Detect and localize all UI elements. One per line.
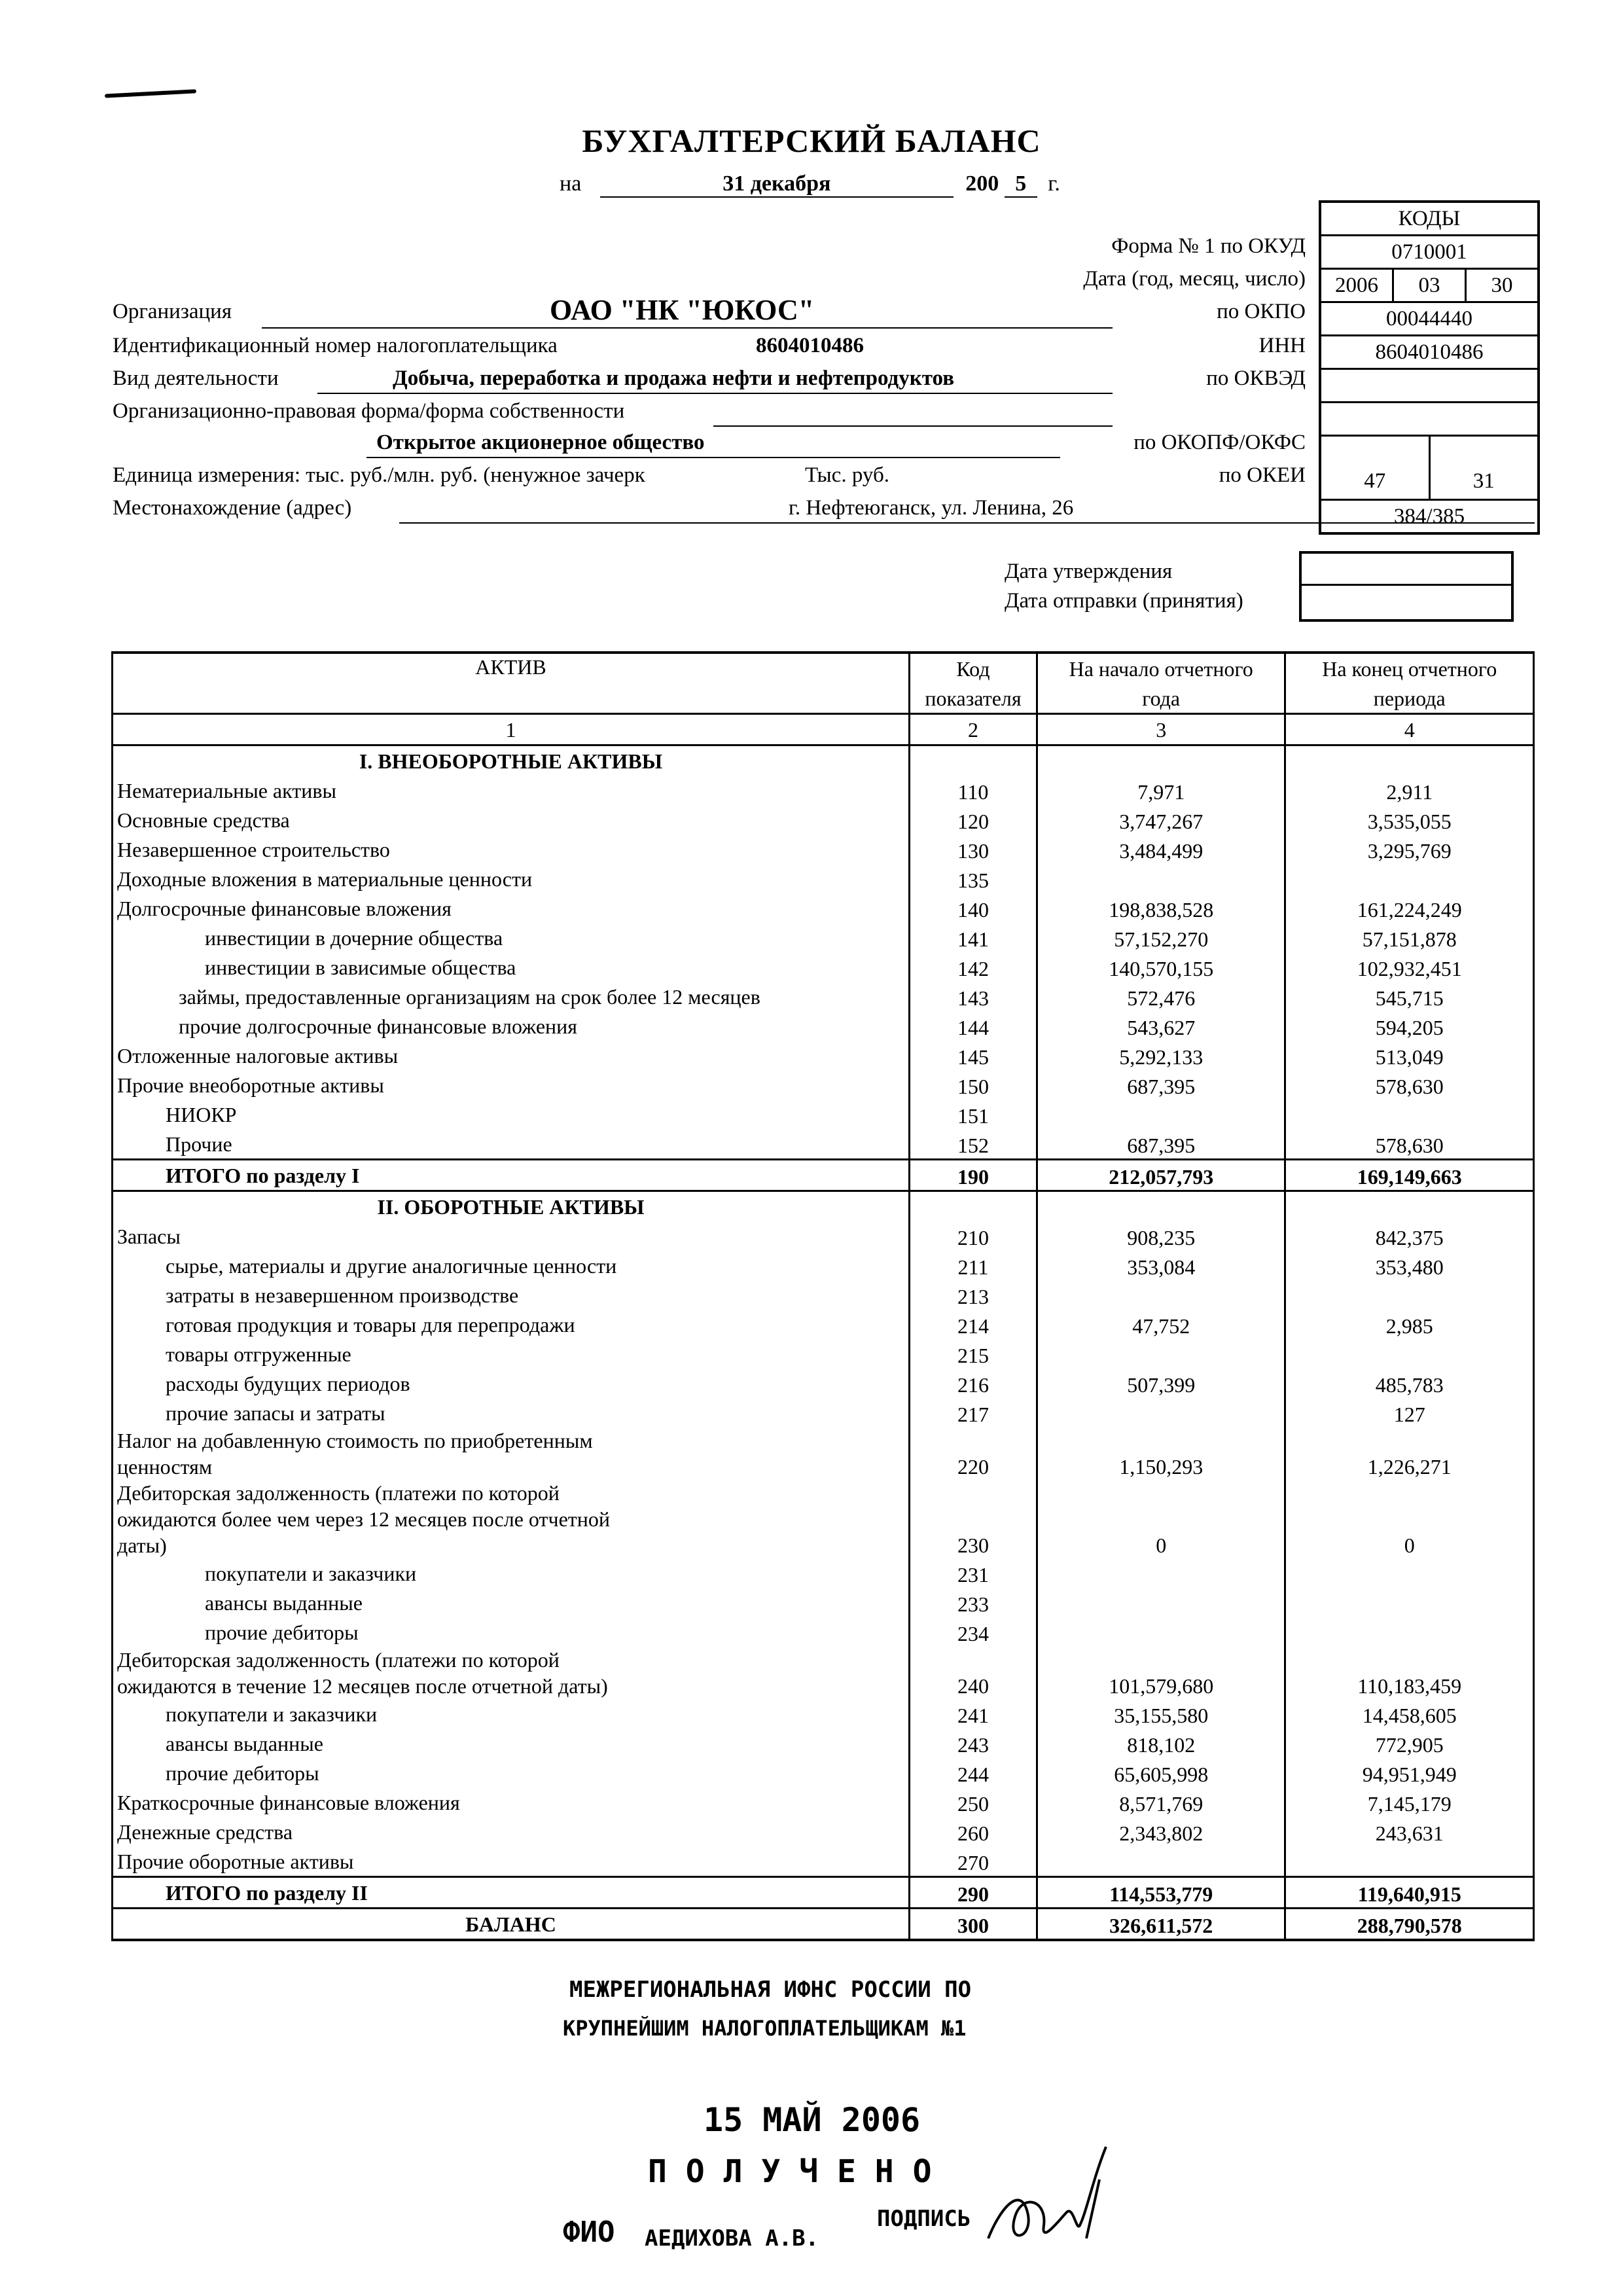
row-name: Доходные вложения в материальные ценности <box>113 864 910 893</box>
empty-cell <box>910 745 1037 776</box>
row-name: займы, предоставленные организациям на срок более 12 месяцев <box>113 982 910 1011</box>
table-row <box>113 1558 1534 1588</box>
value-begin <box>1037 1280 1285 1310</box>
col-num-1: 1 <box>113 714 910 745</box>
value-begin: 0 <box>1037 1480 1285 1558</box>
value-end: 2,911 <box>1285 776 1534 805</box>
date-year: 2006 <box>1321 270 1394 301</box>
inn-label: ИНН <box>1258 334 1306 357</box>
row-name: Прочие внеоборотные активы <box>113 1070 910 1100</box>
header-begin-2: года <box>1037 683 1285 714</box>
value-begin: 3,484,499 <box>1037 834 1285 864</box>
row-code: 144 <box>910 1011 1037 1041</box>
year-digit: 5 <box>1005 171 1037 198</box>
activity-label: Вид деятельности <box>113 367 279 390</box>
date-prefix: на <box>560 171 582 196</box>
value-begin: 114,553,779 <box>1037 1877 1285 1909</box>
value-end: 161,224,249 <box>1285 893 1534 923</box>
value-begin <box>1037 1398 1285 1427</box>
row-code: 230 <box>910 1480 1037 1558</box>
value-end: 102,932,451 <box>1285 952 1534 982</box>
value-begin: 572,476 <box>1037 982 1285 1011</box>
row-name: прочие запасы и затраты <box>113 1398 910 1427</box>
value-end: 0 <box>1285 1480 1534 1558</box>
value-end: 578,630 <box>1285 1129 1534 1160</box>
report-date-line <box>560 171 1060 198</box>
row-name: авансы выданные <box>113 1588 910 1617</box>
row-code: 211 <box>910 1251 1037 1280</box>
okved-code <box>1321 370 1537 403</box>
value-begin <box>1037 1588 1285 1617</box>
value-end: 2,985 <box>1285 1310 1534 1339</box>
value-end: 14,458,605 <box>1285 1699 1534 1729</box>
row-name: Незавершенное строительство <box>113 834 910 864</box>
value-begin: 818,102 <box>1037 1729 1285 1758</box>
value-begin: 908,235 <box>1037 1221 1285 1251</box>
col-num-4: 4 <box>1285 714 1534 745</box>
value-begin: 7,971 <box>1037 776 1285 805</box>
row-name: Запасы <box>113 1221 910 1251</box>
value-end: 1,226,271 <box>1285 1427 1534 1480</box>
value-end: 772,905 <box>1285 1729 1534 1758</box>
value-begin <box>1037 864 1285 893</box>
table-row <box>113 834 1534 864</box>
value-end: 57,151,878 <box>1285 923 1534 952</box>
row-code: 135 <box>910 864 1037 893</box>
codes-title: КОДЫ <box>1321 203 1537 236</box>
inn-code: 8604010486 <box>1321 336 1537 370</box>
activity-value: Добыча, переработка и продажа нефти и нефтепродуктов <box>393 367 955 390</box>
row-code: 241 <box>910 1699 1037 1729</box>
table-row <box>113 1617 1534 1647</box>
header-end-2: периода <box>1285 683 1534 714</box>
row-code: 210 <box>910 1221 1037 1251</box>
row-name: товары отгруженные <box>113 1339 910 1369</box>
address-value: г. Нефтеюганск, ул. Ленина, 26 <box>789 496 1074 520</box>
table-row <box>113 1398 1534 1427</box>
document-title: БУХГАЛТЕРСКИЙ БАЛАНС <box>582 122 1041 159</box>
row-name <box>113 1647 910 1699</box>
value-begin <box>1037 1558 1285 1588</box>
value-end: 110,183,459 <box>1285 1647 1534 1699</box>
balance-table <box>111 651 1535 1941</box>
table-row <box>113 952 1534 982</box>
table-row <box>113 1647 1534 1699</box>
row-name: готовая продукция и товары для перепродажи <box>113 1310 910 1339</box>
row-name-line: Налог на добавленную стоимость по приобретенным <box>117 1429 593 1452</box>
okved-code-extra <box>1321 403 1537 437</box>
tax-stamp-line-1: МЕЖРЕГИОНАЛЬНАЯ ИФНС РОССИИ ПО <box>569 1977 972 2003</box>
row-name: покупатели и заказчики <box>113 1558 910 1588</box>
value-end: 3,535,055 <box>1285 805 1534 834</box>
value-end: 243,631 <box>1285 1817 1534 1846</box>
row-code: 243 <box>910 1729 1037 1758</box>
stamp-date: 15 МАЙ 2006 <box>704 2101 921 2139</box>
row-name: ИТОГО по разделу I <box>113 1160 910 1191</box>
row-code: 240 <box>910 1647 1037 1699</box>
send-date-label: Дата отправки (принятия) <box>1005 589 1243 613</box>
value-end <box>1285 1100 1534 1129</box>
table-row <box>113 893 1534 923</box>
signature <box>982 2140 1113 2258</box>
row-name: затраты в незавершенном производстве <box>113 1280 910 1310</box>
approve-date-label: Дата утверждения <box>1005 560 1173 583</box>
value-end <box>1285 1339 1534 1369</box>
value-end: 94,951,949 <box>1285 1758 1534 1787</box>
approve-send-box <box>1299 551 1514 622</box>
okei-code: 384/385 <box>1321 501 1537 535</box>
row-name: расходы будущих периодов <box>113 1369 910 1398</box>
row-code: 214 <box>910 1310 1037 1339</box>
row-name: Денежные средства <box>113 1817 910 1846</box>
form-date-label: Дата (год, месяц, число) <box>1083 267 1306 291</box>
section-1-row <box>113 745 1534 776</box>
table-row <box>113 1846 1534 1877</box>
row-code: 152 <box>910 1129 1037 1160</box>
row-code: 143 <box>910 982 1037 1011</box>
tax-stamp-line-2: КРУПНЕЙШИМ НАЛОГОПЛАТЕЛЬЩИКАМ №1 <box>563 2016 967 2041</box>
table-header-row <box>113 653 1534 683</box>
okud-label: Форма № 1 по ОКУД <box>1111 234 1306 258</box>
row-name: Прочие оборотные активы <box>113 1846 910 1877</box>
table-row <box>113 1011 1534 1041</box>
row-code: 231 <box>910 1558 1037 1588</box>
value-begin: 101,579,680 <box>1037 1647 1285 1699</box>
row-code: 290 <box>910 1877 1037 1909</box>
value-end: 578,630 <box>1285 1070 1534 1100</box>
row-code: 110 <box>910 776 1037 805</box>
activity-underline <box>317 393 1113 394</box>
row-code: 150 <box>910 1070 1037 1100</box>
row-name: инвестиции в дочерние общества <box>113 923 910 952</box>
legal-form-underline-2 <box>366 457 1060 458</box>
row-code: 250 <box>910 1787 1037 1817</box>
value-begin: 140,570,155 <box>1037 952 1285 982</box>
value-end <box>1285 1846 1534 1877</box>
value-begin: 543,627 <box>1037 1011 1285 1041</box>
value-begin: 198,838,528 <box>1037 893 1285 923</box>
row-name-line: ожидаются более чем через 12 месяцев после отчетной <box>117 1507 611 1531</box>
okei-label: по ОКЕИ <box>1219 463 1306 487</box>
row-name: прочие дебиторы <box>113 1758 910 1787</box>
value-end: 513,049 <box>1285 1041 1534 1070</box>
empty-cell <box>1037 1191 1285 1222</box>
empty-cell <box>1037 745 1285 776</box>
inn-field-label: Идентификационный номер налогоплательщика <box>113 334 558 357</box>
row-name: Основные средства <box>113 805 910 834</box>
table-row <box>113 982 1534 1011</box>
value-begin: 57,152,270 <box>1037 923 1285 952</box>
header-begin-1: На начало отчетного <box>1037 653 1285 683</box>
table-row <box>113 1129 1534 1160</box>
row-code: 213 <box>910 1280 1037 1310</box>
row-code: 233 <box>910 1588 1037 1617</box>
table-row <box>113 1787 1534 1817</box>
header-active: АКТИВ <box>113 653 910 683</box>
value-begin: 65,605,998 <box>1037 1758 1285 1787</box>
table-row <box>113 1100 1534 1129</box>
okopf-label: по ОКОПФ/ОКФС <box>1133 431 1306 454</box>
table-row <box>113 1877 1534 1909</box>
value-end <box>1285 1588 1534 1617</box>
value-begin <box>1037 1100 1285 1129</box>
row-code: 130 <box>910 834 1037 864</box>
date-day: 30 <box>1491 273 1513 297</box>
table-row <box>113 1758 1534 1787</box>
value-begin <box>1037 1617 1285 1647</box>
table-row <box>113 923 1534 952</box>
value-begin: 687,395 <box>1037 1070 1285 1100</box>
row-name: Нематериальные активы <box>113 776 910 805</box>
row-name: покупатели и заказчики <box>113 1699 910 1729</box>
row-code: 300 <box>910 1909 1037 1941</box>
table-row <box>113 1588 1534 1617</box>
row-name: прочие долгосрочные финансовые вложения <box>113 1011 910 1041</box>
unit-label: Единица измерения: тыс. руб./млн. руб. (ненужное зачерк <box>113 463 645 487</box>
row-code: 140 <box>910 893 1037 923</box>
value-end: 169,149,663 <box>1285 1160 1534 1191</box>
row-name: БАЛАНС <box>113 1909 910 1941</box>
row-name: инвестиции в зависимые общества <box>113 952 910 982</box>
value-end: 545,715 <box>1285 982 1534 1011</box>
row-code: 260 <box>910 1817 1037 1846</box>
row-name: ИТОГО по разделу II <box>113 1877 910 1909</box>
value-end: 485,783 <box>1285 1369 1534 1398</box>
row-name-line: ожидаются в течение 12 месяцев после отчетной даты) <box>117 1674 608 1698</box>
year-prefix: 200 <box>965 171 999 196</box>
value-begin: 47,752 <box>1037 1310 1285 1339</box>
legal-form-label: Организационно-правовая форма/форма собственности <box>113 399 625 423</box>
row-name: Долгосрочные финансовые вложения <box>113 893 910 923</box>
value-end <box>1285 864 1534 893</box>
approve-send-divider <box>1299 584 1514 586</box>
row-code: 270 <box>910 1846 1037 1877</box>
row-name <box>113 1480 910 1558</box>
value-end <box>1285 1280 1534 1310</box>
table-row <box>113 1280 1534 1310</box>
value-end: 7,145,179 <box>1285 1787 1534 1817</box>
value-begin: 687,395 <box>1037 1129 1285 1160</box>
date-value: 31 декабря <box>600 171 954 198</box>
row-code: 120 <box>910 805 1037 834</box>
org-underline <box>262 327 1113 329</box>
value-end: 594,205 <box>1285 1011 1534 1041</box>
row-name: прочие дебиторы <box>113 1617 910 1647</box>
value-begin: 2,343,802 <box>1037 1817 1285 1846</box>
row-code: 216 <box>910 1369 1037 1398</box>
table-row <box>113 1251 1534 1280</box>
table-row <box>113 1041 1534 1070</box>
codes-box <box>1319 200 1540 535</box>
okopf-code: 47 <box>1321 437 1431 499</box>
okpo-code: 00044440 <box>1321 303 1537 336</box>
table-row <box>113 776 1534 805</box>
row-code: 220 <box>910 1427 1037 1480</box>
org-label: Организация <box>113 300 232 323</box>
stamp-received: П О Л У Ч Е Н О <box>648 2153 932 2190</box>
value-end <box>1285 1617 1534 1647</box>
value-begin: 353,084 <box>1037 1251 1285 1280</box>
unit-value: Тыс. руб. <box>805 463 890 487</box>
table-row <box>113 1070 1534 1100</box>
address-label: Местонахождение (адрес) <box>113 496 352 520</box>
col-num-2: 2 <box>910 714 1037 745</box>
empty-cell <box>1285 1191 1534 1222</box>
value-end: 842,375 <box>1285 1221 1534 1251</box>
table-row <box>113 1339 1534 1369</box>
table-body <box>113 745 1534 1941</box>
col-num-3: 3 <box>1037 714 1285 745</box>
address-underline <box>399 522 1535 524</box>
value-begin: 1,150,293 <box>1037 1427 1285 1480</box>
row-code: 145 <box>910 1041 1037 1070</box>
section-2-row <box>113 1191 1534 1222</box>
row-name: Прочие <box>113 1129 910 1160</box>
table-row <box>113 805 1534 834</box>
table-row <box>113 1699 1534 1729</box>
header-active-cont <box>113 683 910 714</box>
form-date-cells <box>1321 270 1537 303</box>
row-code: 234 <box>910 1617 1037 1647</box>
okud-code: 0710001 <box>1321 236 1537 270</box>
table-row <box>113 1427 1534 1480</box>
row-name: сырье, материалы и другие аналогичные ценности <box>113 1251 910 1280</box>
section-title: I. ВНЕОБОРОТНЫЕ АКТИВЫ <box>113 745 910 776</box>
value-end <box>1285 1558 1534 1588</box>
empty-cell <box>910 1191 1037 1222</box>
okopf-cells <box>1321 437 1537 501</box>
value-begin <box>1037 1339 1285 1369</box>
value-begin: 3,747,267 <box>1037 805 1285 834</box>
row-code: 217 <box>910 1398 1037 1427</box>
table-row <box>113 1369 1534 1398</box>
org-value: ОАО "НК "ЮКОС" <box>550 294 815 326</box>
section-title: II. ОБОРОТНЫЕ АКТИВЫ <box>113 1191 910 1222</box>
table-row <box>113 1160 1534 1191</box>
inn-field-value: 8604010486 <box>756 334 864 357</box>
okfs-code: 31 <box>1472 469 1495 493</box>
row-code: 244 <box>910 1758 1037 1787</box>
table-row <box>113 1909 1534 1941</box>
okpo-label: по ОКПО <box>1217 300 1306 323</box>
legal-form-underline <box>713 425 1113 427</box>
header-code-1: Код <box>910 653 1037 683</box>
table-row <box>113 1480 1534 1558</box>
okved-label: по ОКВЭД <box>1206 367 1306 390</box>
value-end: 119,640,915 <box>1285 1877 1534 1909</box>
value-begin: 326,611,572 <box>1037 1909 1285 1941</box>
value-begin: 5,292,133 <box>1037 1041 1285 1070</box>
row-name-line: ценностям <box>117 1455 213 1479</box>
value-end: 3,295,769 <box>1285 834 1534 864</box>
stamp-sign-label: ПОДПИСЬ <box>877 2206 971 2232</box>
stamp-fio-value: АЕДИХОВА А.В. <box>645 2225 819 2251</box>
stamp-fio-label: ФИО <box>563 2215 615 2249</box>
table-header-row-2 <box>113 683 1534 714</box>
table-row <box>113 1817 1534 1846</box>
row-code: 151 <box>910 1100 1037 1129</box>
value-end: 288,790,578 <box>1285 1909 1534 1941</box>
value-end: 353,480 <box>1285 1251 1534 1280</box>
table-row <box>113 1729 1534 1758</box>
table-row <box>113 1310 1534 1339</box>
row-code: 142 <box>910 952 1037 982</box>
value-begin <box>1037 1846 1285 1877</box>
empty-cell <box>1285 745 1534 776</box>
row-name: Отложенные налоговые активы <box>113 1041 910 1070</box>
row-code: 215 <box>910 1339 1037 1369</box>
year-suffix: г. <box>1048 171 1060 196</box>
value-begin: 8,571,769 <box>1037 1787 1285 1817</box>
row-name-line: Дебиторская задолженность (платежи по которой <box>117 1648 560 1672</box>
date-month: 03 <box>1394 270 1467 301</box>
table-row <box>113 864 1534 893</box>
legal-form-value: Открытое акционерное общество <box>376 431 705 454</box>
row-name: авансы выданные <box>113 1729 910 1758</box>
value-begin: 35,155,580 <box>1037 1699 1285 1729</box>
value-end: 127 <box>1285 1398 1534 1427</box>
row-code: 141 <box>910 923 1037 952</box>
header-code-2: показателя <box>910 683 1037 714</box>
pen-mark <box>105 89 196 98</box>
column-numbers-row <box>113 714 1534 745</box>
value-begin: 507,399 <box>1037 1369 1285 1398</box>
row-name: НИОКР <box>113 1100 910 1129</box>
row-name: Краткосрочные финансовые вложения <box>113 1787 910 1817</box>
row-name-line: Дебиторская задолженность (платежи по которой <box>117 1481 560 1505</box>
row-name-line: даты) <box>117 1534 167 1557</box>
value-begin: 212,057,793 <box>1037 1160 1285 1191</box>
header-end-1: На конец отчетного <box>1285 653 1534 683</box>
row-name <box>113 1427 910 1480</box>
row-code: 190 <box>910 1160 1037 1191</box>
table-row <box>113 1221 1534 1251</box>
